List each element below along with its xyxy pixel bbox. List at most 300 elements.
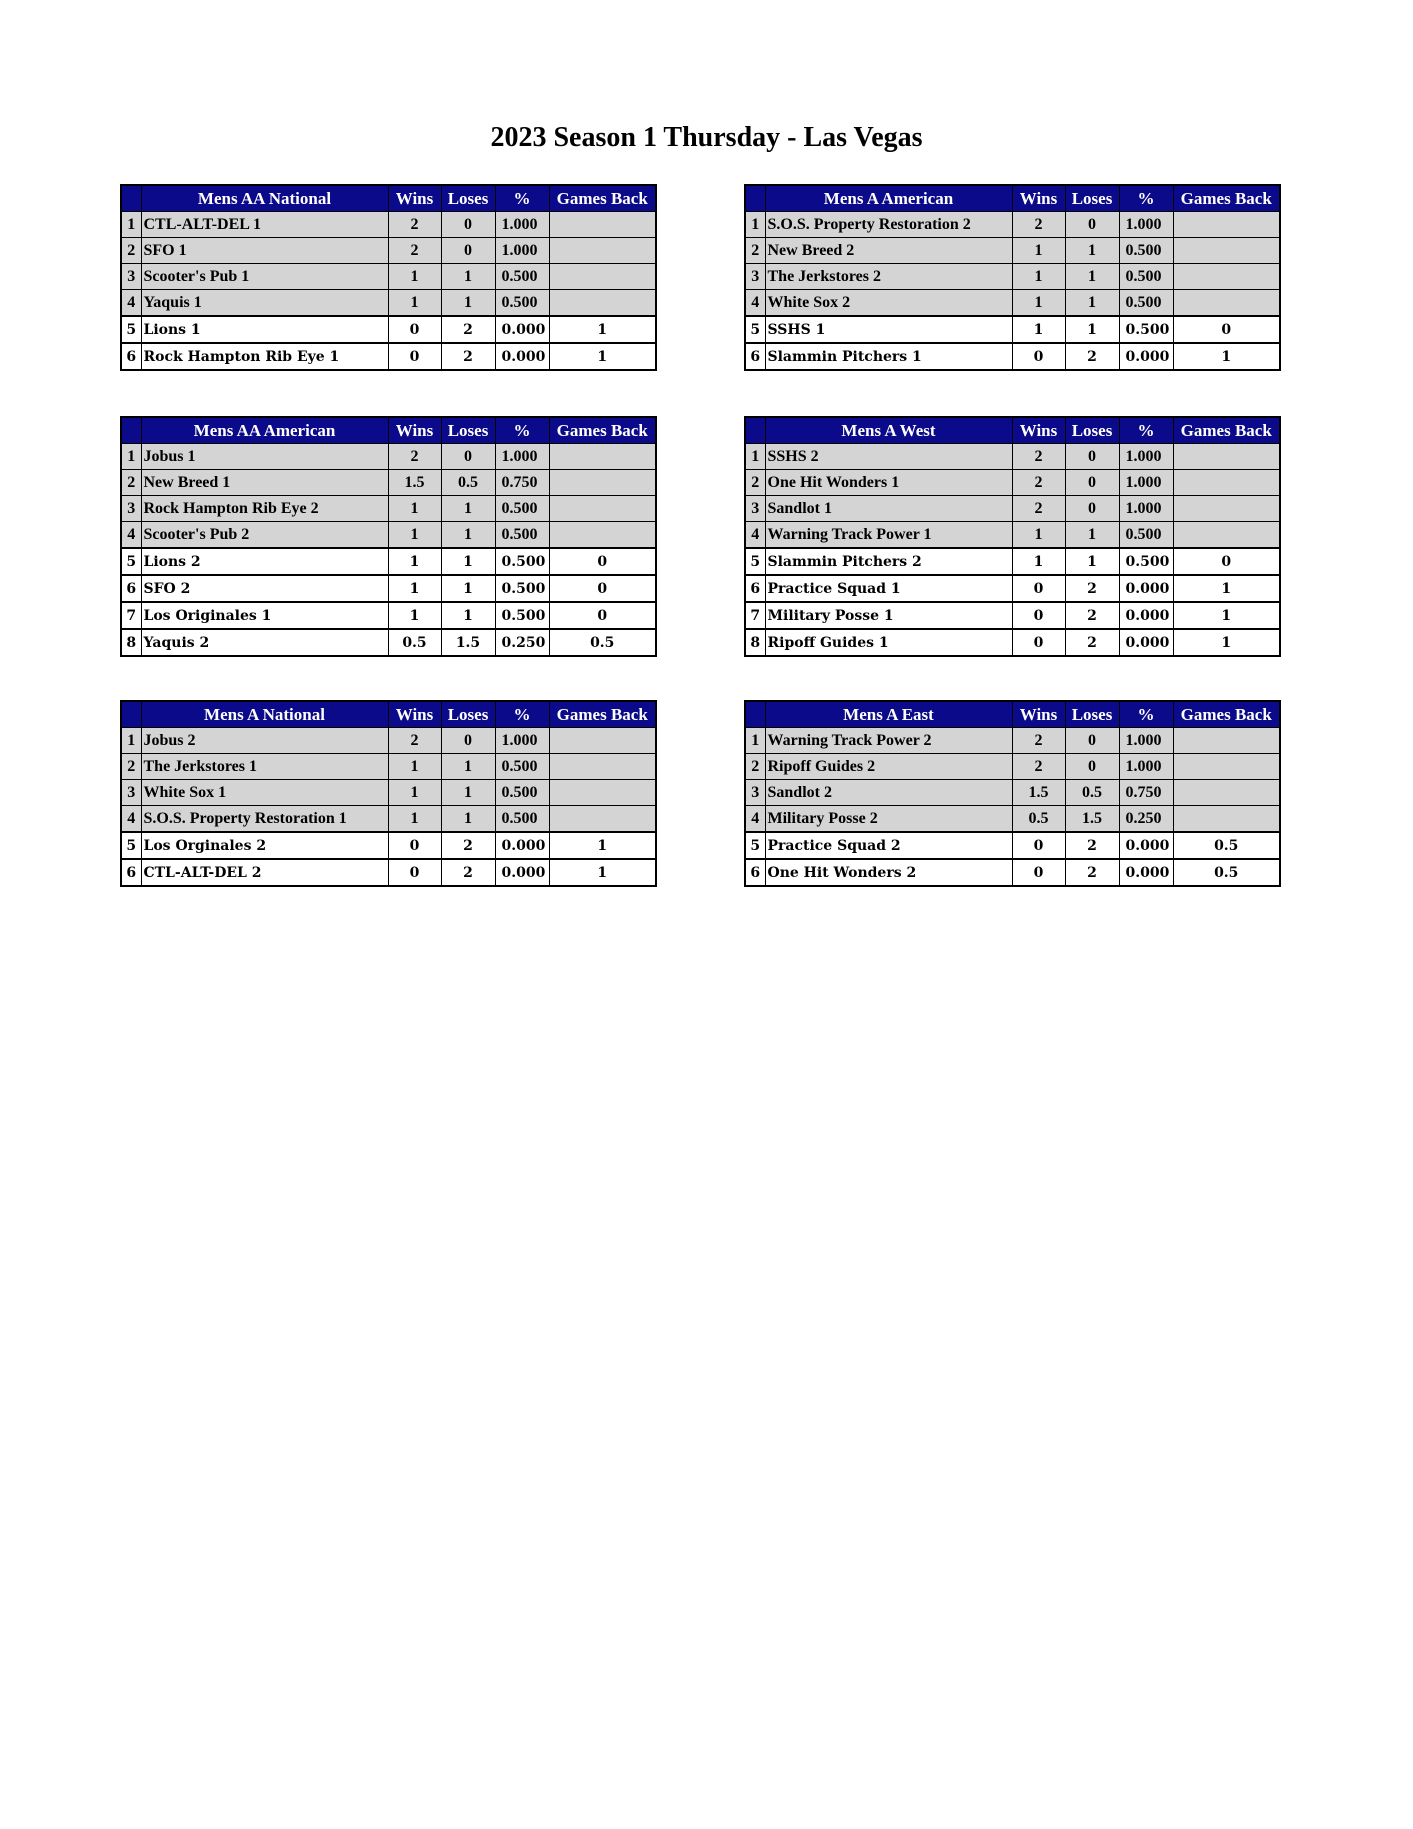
loses-cell: 2: [441, 343, 495, 370]
loses-cell: 1: [1065, 290, 1119, 317]
team-name-cell: New Breed 2: [765, 238, 1012, 264]
wins-cell: 0.5: [1012, 806, 1065, 833]
percent-header: %: [1119, 185, 1173, 212]
team-name-cell: Yaquis 1: [141, 290, 388, 317]
rank-cell: 3: [121, 780, 141, 806]
games-back-cell: [1173, 806, 1280, 833]
team-name-cell: S.O.S. Property Restoration 1: [141, 806, 388, 833]
games-back-cell: [549, 806, 656, 833]
team-name-cell: Los Originales 1: [141, 602, 388, 629]
team-name-cell: Rock Hampton Rib Eye 1: [141, 343, 388, 370]
percent-cell: 1.000: [495, 212, 549, 238]
table-row: [121, 470, 656, 496]
games-back-cell: [1173, 780, 1280, 806]
rank-header: [121, 417, 141, 444]
rank-cell: 3: [121, 496, 141, 522]
table-row: [745, 264, 1280, 290]
team-name-cell: The Jerkstores 2: [765, 264, 1012, 290]
wins-cell: 1: [388, 780, 441, 806]
rank-cell: 6: [745, 859, 765, 886]
loses-cell: 0: [441, 212, 495, 238]
games-back-cell: 0: [549, 575, 656, 602]
wins-cell: 0: [1012, 859, 1065, 886]
loses-cell: 1.5: [1065, 806, 1119, 833]
team-name-cell: Slammin Pitchers 1: [765, 343, 1012, 370]
percent-cell: 0.750: [495, 470, 549, 496]
table-row: [121, 780, 656, 806]
games-back-header: Games Back: [1173, 417, 1280, 444]
rank-cell: 3: [121, 264, 141, 290]
loses-cell: 0.5: [1065, 780, 1119, 806]
table-row: [121, 496, 656, 522]
games-back-header: Games Back: [549, 417, 656, 444]
loses-cell: 1: [441, 575, 495, 602]
team-name-cell: Practice Squad 1: [765, 575, 1012, 602]
table-header-row: [121, 701, 656, 728]
team-name-cell: The Jerkstores 1: [141, 754, 388, 780]
wins-cell: 1: [388, 496, 441, 522]
percent-cell: 0.500: [495, 290, 549, 317]
loses-header: Loses: [1065, 185, 1119, 212]
percent-cell: 0.500: [495, 548, 549, 575]
percent-cell: 0.000: [495, 832, 549, 859]
loses-header: Loses: [441, 701, 495, 728]
table-header-row: [121, 417, 656, 444]
loses-cell: 0: [1065, 496, 1119, 522]
games-back-cell: 1: [549, 832, 656, 859]
loses-cell: 1: [441, 522, 495, 549]
games-back-cell: [549, 212, 656, 238]
loses-cell: 0: [1065, 754, 1119, 780]
rank-cell: 5: [745, 548, 765, 575]
table-row: [745, 754, 1280, 780]
wins-cell: 1: [1012, 238, 1065, 264]
games-back-cell: 0: [1173, 316, 1280, 343]
division-name: Mens A National: [141, 701, 388, 728]
wins-cell: 2: [1012, 728, 1065, 754]
wins-cell: 2: [1012, 470, 1065, 496]
wins-cell: 1: [1012, 316, 1065, 343]
loses-cell: 1: [441, 754, 495, 780]
team-name-cell: Jobus 2: [141, 728, 388, 754]
loses-cell: 2: [1065, 343, 1119, 370]
wins-cell: 0: [388, 343, 441, 370]
wins-cell: 2: [1012, 212, 1065, 238]
loses-header: Loses: [1065, 417, 1119, 444]
percent-cell: 0.000: [1119, 575, 1173, 602]
table-row: [121, 316, 656, 343]
wins-header: Wins: [1012, 185, 1065, 212]
table-row: [745, 629, 1280, 656]
percent-header: %: [495, 417, 549, 444]
rank-cell: 2: [121, 238, 141, 264]
percent-cell: 0.000: [495, 859, 549, 886]
games-back-cell: [549, 238, 656, 264]
wins-cell: 1: [388, 264, 441, 290]
wins-header: Wins: [388, 417, 441, 444]
table-row: [121, 264, 656, 290]
rank-cell: 8: [121, 629, 141, 656]
rank-cell: 5: [121, 548, 141, 575]
wins-cell: 0: [388, 832, 441, 859]
team-name-cell: Jobus 1: [141, 444, 388, 470]
loses-cell: 1.5: [441, 629, 495, 656]
percent-cell: 0.500: [495, 522, 549, 549]
percent-cell: 0.500: [1119, 522, 1173, 549]
standings-table-mens-aa-national: [120, 184, 657, 371]
table-row: [121, 444, 656, 470]
wins-cell: 2: [1012, 754, 1065, 780]
division-name: Mens A West: [765, 417, 1012, 444]
percent-cell: 0.000: [1119, 832, 1173, 859]
percent-cell: 0.500: [1119, 238, 1173, 264]
rank-cell: 2: [745, 470, 765, 496]
rank-cell: 1: [121, 444, 141, 470]
table-row: [121, 754, 656, 780]
wins-header: Wins: [1012, 417, 1065, 444]
games-back-cell: [549, 780, 656, 806]
games-back-cell: [1173, 522, 1280, 549]
rank-cell: 2: [745, 754, 765, 780]
loses-cell: 1: [441, 780, 495, 806]
games-back-cell: 1: [1173, 629, 1280, 656]
table-row: [121, 575, 656, 602]
games-back-cell: [549, 496, 656, 522]
loses-cell: 0: [1065, 470, 1119, 496]
table-row: [745, 780, 1280, 806]
rank-cell: 1: [745, 444, 765, 470]
table-header-row: [745, 417, 1280, 444]
wins-cell: 2: [388, 728, 441, 754]
loses-cell: 1: [1065, 316, 1119, 343]
percent-cell: 0.000: [1119, 629, 1173, 656]
wins-header: Wins: [388, 185, 441, 212]
standings-table-mens-a-national: [120, 700, 657, 887]
percent-cell: 1.000: [495, 728, 549, 754]
games-back-cell: 1: [549, 859, 656, 886]
rank-header: [121, 185, 141, 212]
percent-cell: 0.000: [495, 343, 549, 370]
loses-cell: 2: [1065, 602, 1119, 629]
wins-cell: 1: [1012, 522, 1065, 549]
rank-cell: 1: [121, 212, 141, 238]
loses-cell: 1: [1065, 522, 1119, 549]
games-back-cell: 0: [549, 548, 656, 575]
loses-cell: 2: [1065, 575, 1119, 602]
standings-table-mens-aa-american: [120, 416, 657, 657]
table-row: [745, 728, 1280, 754]
percent-cell: 0.500: [1119, 290, 1173, 317]
wins-cell: 1: [1012, 548, 1065, 575]
loses-cell: 0.5: [441, 470, 495, 496]
games-back-cell: [1173, 728, 1280, 754]
team-name-cell: Lions 1: [141, 316, 388, 343]
rank-header: [745, 701, 765, 728]
wins-header: Wins: [388, 701, 441, 728]
rank-cell: 6: [121, 575, 141, 602]
percent-cell: 1.000: [1119, 470, 1173, 496]
wins-cell: 2: [1012, 496, 1065, 522]
games-back-cell: [1173, 754, 1280, 780]
rank-cell: 5: [121, 832, 141, 859]
percent-header: %: [495, 701, 549, 728]
wins-cell: 2: [388, 238, 441, 264]
team-name-cell: Warning Track Power 2: [765, 728, 1012, 754]
loses-cell: 1: [441, 602, 495, 629]
loses-header: Loses: [441, 417, 495, 444]
wins-cell: 0: [388, 859, 441, 886]
loses-header: Loses: [1065, 701, 1119, 728]
table-row: [745, 602, 1280, 629]
table-row: [121, 602, 656, 629]
division-name: Mens AA American: [141, 417, 388, 444]
team-name-cell: SFO 2: [141, 575, 388, 602]
games-back-cell: [1173, 496, 1280, 522]
percent-header: %: [1119, 701, 1173, 728]
loses-cell: 1: [1065, 238, 1119, 264]
team-name-cell: New Breed 1: [141, 470, 388, 496]
team-name-cell: SSHS 1: [765, 316, 1012, 343]
table-header-row: [745, 701, 1280, 728]
table-row: [121, 212, 656, 238]
percent-cell: 0.250: [1119, 806, 1173, 833]
percent-cell: 0.500: [495, 780, 549, 806]
percent-header: %: [1119, 417, 1173, 444]
games-back-cell: [1173, 212, 1280, 238]
table-header-row: [745, 185, 1280, 212]
percent-cell: 0.000: [495, 316, 549, 343]
games-back-cell: 0: [549, 602, 656, 629]
loses-cell: 2: [1065, 859, 1119, 886]
games-back-cell: 0.5: [549, 629, 656, 656]
percent-cell: 1.000: [1119, 754, 1173, 780]
games-back-cell: 0: [1173, 548, 1280, 575]
percent-cell: 1.000: [495, 444, 549, 470]
loses-cell: 2: [1065, 832, 1119, 859]
standings-table-mens-a-west: [744, 416, 1281, 657]
team-name-cell: Ripoff Guides 2: [765, 754, 1012, 780]
team-name-cell: Ripoff Guides 1: [765, 629, 1012, 656]
team-name-cell: White Sox 1: [141, 780, 388, 806]
wins-header: Wins: [1012, 701, 1065, 728]
table-row: [121, 290, 656, 317]
percent-cell: 0.500: [495, 602, 549, 629]
standings-table-mens-a-american: [744, 184, 1281, 371]
team-name-cell: Military Posse 1: [765, 602, 1012, 629]
rank-cell: 5: [745, 316, 765, 343]
games-back-cell: [1173, 238, 1280, 264]
division-name: Mens A American: [765, 185, 1012, 212]
table-row: [745, 212, 1280, 238]
table-row: [121, 238, 656, 264]
team-name-cell: One Hit Wonders 1: [765, 470, 1012, 496]
table-row: [745, 806, 1280, 833]
table-row: [745, 444, 1280, 470]
percent-cell: 0.750: [1119, 780, 1173, 806]
percent-cell: 0.500: [495, 264, 549, 290]
games-back-cell: [549, 470, 656, 496]
rank-cell: 2: [121, 754, 141, 780]
rank-cell: 3: [745, 780, 765, 806]
rank-cell: 6: [745, 575, 765, 602]
games-back-cell: 0.5: [1173, 832, 1280, 859]
loses-cell: 2: [441, 859, 495, 886]
team-name-cell: Scooter's Pub 1: [141, 264, 388, 290]
rank-header: [745, 185, 765, 212]
table-row: [745, 290, 1280, 317]
rank-cell: 6: [745, 343, 765, 370]
table-row: [745, 496, 1280, 522]
percent-cell: 0.500: [1119, 548, 1173, 575]
wins-cell: 1: [388, 754, 441, 780]
wins-cell: 1: [388, 522, 441, 549]
team-name-cell: Practice Squad 2: [765, 832, 1012, 859]
loses-cell: 1: [441, 806, 495, 833]
games-back-cell: 0.5: [1173, 859, 1280, 886]
percent-cell: 1.000: [1119, 444, 1173, 470]
table-header-row: [121, 185, 656, 212]
games-back-cell: [549, 728, 656, 754]
loses-cell: 0: [441, 444, 495, 470]
percent-cell: 1.000: [1119, 496, 1173, 522]
games-back-header: Games Back: [549, 701, 656, 728]
percent-cell: 0.500: [1119, 316, 1173, 343]
team-name-cell: Sandlot 1: [765, 496, 1012, 522]
table-row: [745, 548, 1280, 575]
table-row: [745, 832, 1280, 859]
wins-cell: 0: [1012, 832, 1065, 859]
wins-cell: 0: [1012, 343, 1065, 370]
games-back-cell: 1: [1173, 575, 1280, 602]
games-back-cell: [549, 754, 656, 780]
loses-cell: 0: [441, 728, 495, 754]
team-name-cell: Los Orginales 2: [141, 832, 388, 859]
table-row: [121, 343, 656, 370]
wins-cell: 1: [388, 548, 441, 575]
table-row: [121, 548, 656, 575]
wins-cell: 0: [388, 316, 441, 343]
percent-cell: 0.000: [1119, 859, 1173, 886]
wins-cell: 1.5: [388, 470, 441, 496]
percent-cell: 0.500: [495, 806, 549, 833]
loses-header: Loses: [441, 185, 495, 212]
table-row: [745, 522, 1280, 549]
page-title: 2023 Season 1 Thursday - Las Vegas: [490, 122, 923, 153]
team-name-cell: Rock Hampton Rib Eye 2: [141, 496, 388, 522]
wins-cell: 1: [1012, 290, 1065, 317]
team-name-cell: CTL-ALT-DEL 1: [141, 212, 388, 238]
rank-cell: 5: [745, 832, 765, 859]
team-name-cell: Scooter's Pub 2: [141, 522, 388, 549]
loses-cell: 1: [1065, 264, 1119, 290]
games-back-cell: [549, 522, 656, 549]
team-name-cell: Sandlot 2: [765, 780, 1012, 806]
loses-cell: 2: [441, 832, 495, 859]
division-name: Mens A East: [765, 701, 1012, 728]
rank-cell: 1: [745, 728, 765, 754]
percent-cell: 0.250: [495, 629, 549, 656]
rank-cell: 4: [121, 522, 141, 549]
percent-cell: 0.500: [495, 575, 549, 602]
table-row: [745, 575, 1280, 602]
rank-cell: 3: [745, 496, 765, 522]
team-name-cell: Slammin Pitchers 2: [765, 548, 1012, 575]
table-row: [121, 728, 656, 754]
loses-cell: 0: [1065, 728, 1119, 754]
team-name-cell: Military Posse 2: [765, 806, 1012, 833]
rank-cell: 4: [121, 806, 141, 833]
rank-cell: 2: [121, 470, 141, 496]
loses-cell: 0: [1065, 444, 1119, 470]
rank-cell: 8: [745, 629, 765, 656]
rank-cell: 4: [121, 290, 141, 317]
table-row: [121, 522, 656, 549]
rank-cell: 4: [745, 522, 765, 549]
table-row: [745, 316, 1280, 343]
loses-cell: 2: [441, 316, 495, 343]
loses-cell: 0: [441, 238, 495, 264]
rank-cell: 6: [121, 859, 141, 886]
table-row: [121, 859, 656, 886]
percent-cell: 0.000: [1119, 602, 1173, 629]
games-back-cell: [1173, 470, 1280, 496]
wins-cell: 1: [1012, 264, 1065, 290]
games-back-cell: 1: [1173, 343, 1280, 370]
table-row: [745, 238, 1280, 264]
team-name-cell: Yaquis 2: [141, 629, 388, 656]
games-back-cell: [1173, 290, 1280, 317]
rank-cell: 2: [745, 238, 765, 264]
percent-cell: 1.000: [1119, 728, 1173, 754]
wins-cell: 0: [1012, 602, 1065, 629]
rank-cell: 4: [745, 290, 765, 317]
wins-cell: 2: [388, 212, 441, 238]
wins-cell: 0: [1012, 575, 1065, 602]
games-back-cell: [549, 290, 656, 317]
rank-cell: 1: [745, 212, 765, 238]
games-back-cell: [1173, 264, 1280, 290]
team-name-cell: Warning Track Power 1: [765, 522, 1012, 549]
wins-cell: 1: [388, 290, 441, 317]
loses-cell: 0: [1065, 212, 1119, 238]
table-row: [745, 470, 1280, 496]
rank-header: [745, 417, 765, 444]
table-row: [121, 832, 656, 859]
games-back-cell: [549, 264, 656, 290]
games-back-cell: 1: [549, 343, 656, 370]
rank-cell: 3: [745, 264, 765, 290]
wins-cell: 2: [388, 444, 441, 470]
games-back-header: Games Back: [1173, 185, 1280, 212]
percent-cell: 0.500: [495, 496, 549, 522]
rank-cell: 6: [121, 343, 141, 370]
games-back-cell: [549, 444, 656, 470]
loses-cell: 1: [441, 264, 495, 290]
wins-cell: 1.5: [1012, 780, 1065, 806]
loses-cell: 2: [1065, 629, 1119, 656]
division-name: Mens AA National: [141, 185, 388, 212]
percent-cell: 0.500: [1119, 264, 1173, 290]
wins-cell: 1: [388, 806, 441, 833]
wins-cell: 0.5: [388, 629, 441, 656]
rank-cell: 7: [121, 602, 141, 629]
percent-cell: 0.000: [1119, 343, 1173, 370]
standings-table-mens-a-east: [744, 700, 1281, 887]
percent-cell: 1.000: [1119, 212, 1173, 238]
loses-cell: 1: [441, 290, 495, 317]
team-name-cell: CTL-ALT-DEL 2: [141, 859, 388, 886]
games-back-cell: 1: [1173, 602, 1280, 629]
